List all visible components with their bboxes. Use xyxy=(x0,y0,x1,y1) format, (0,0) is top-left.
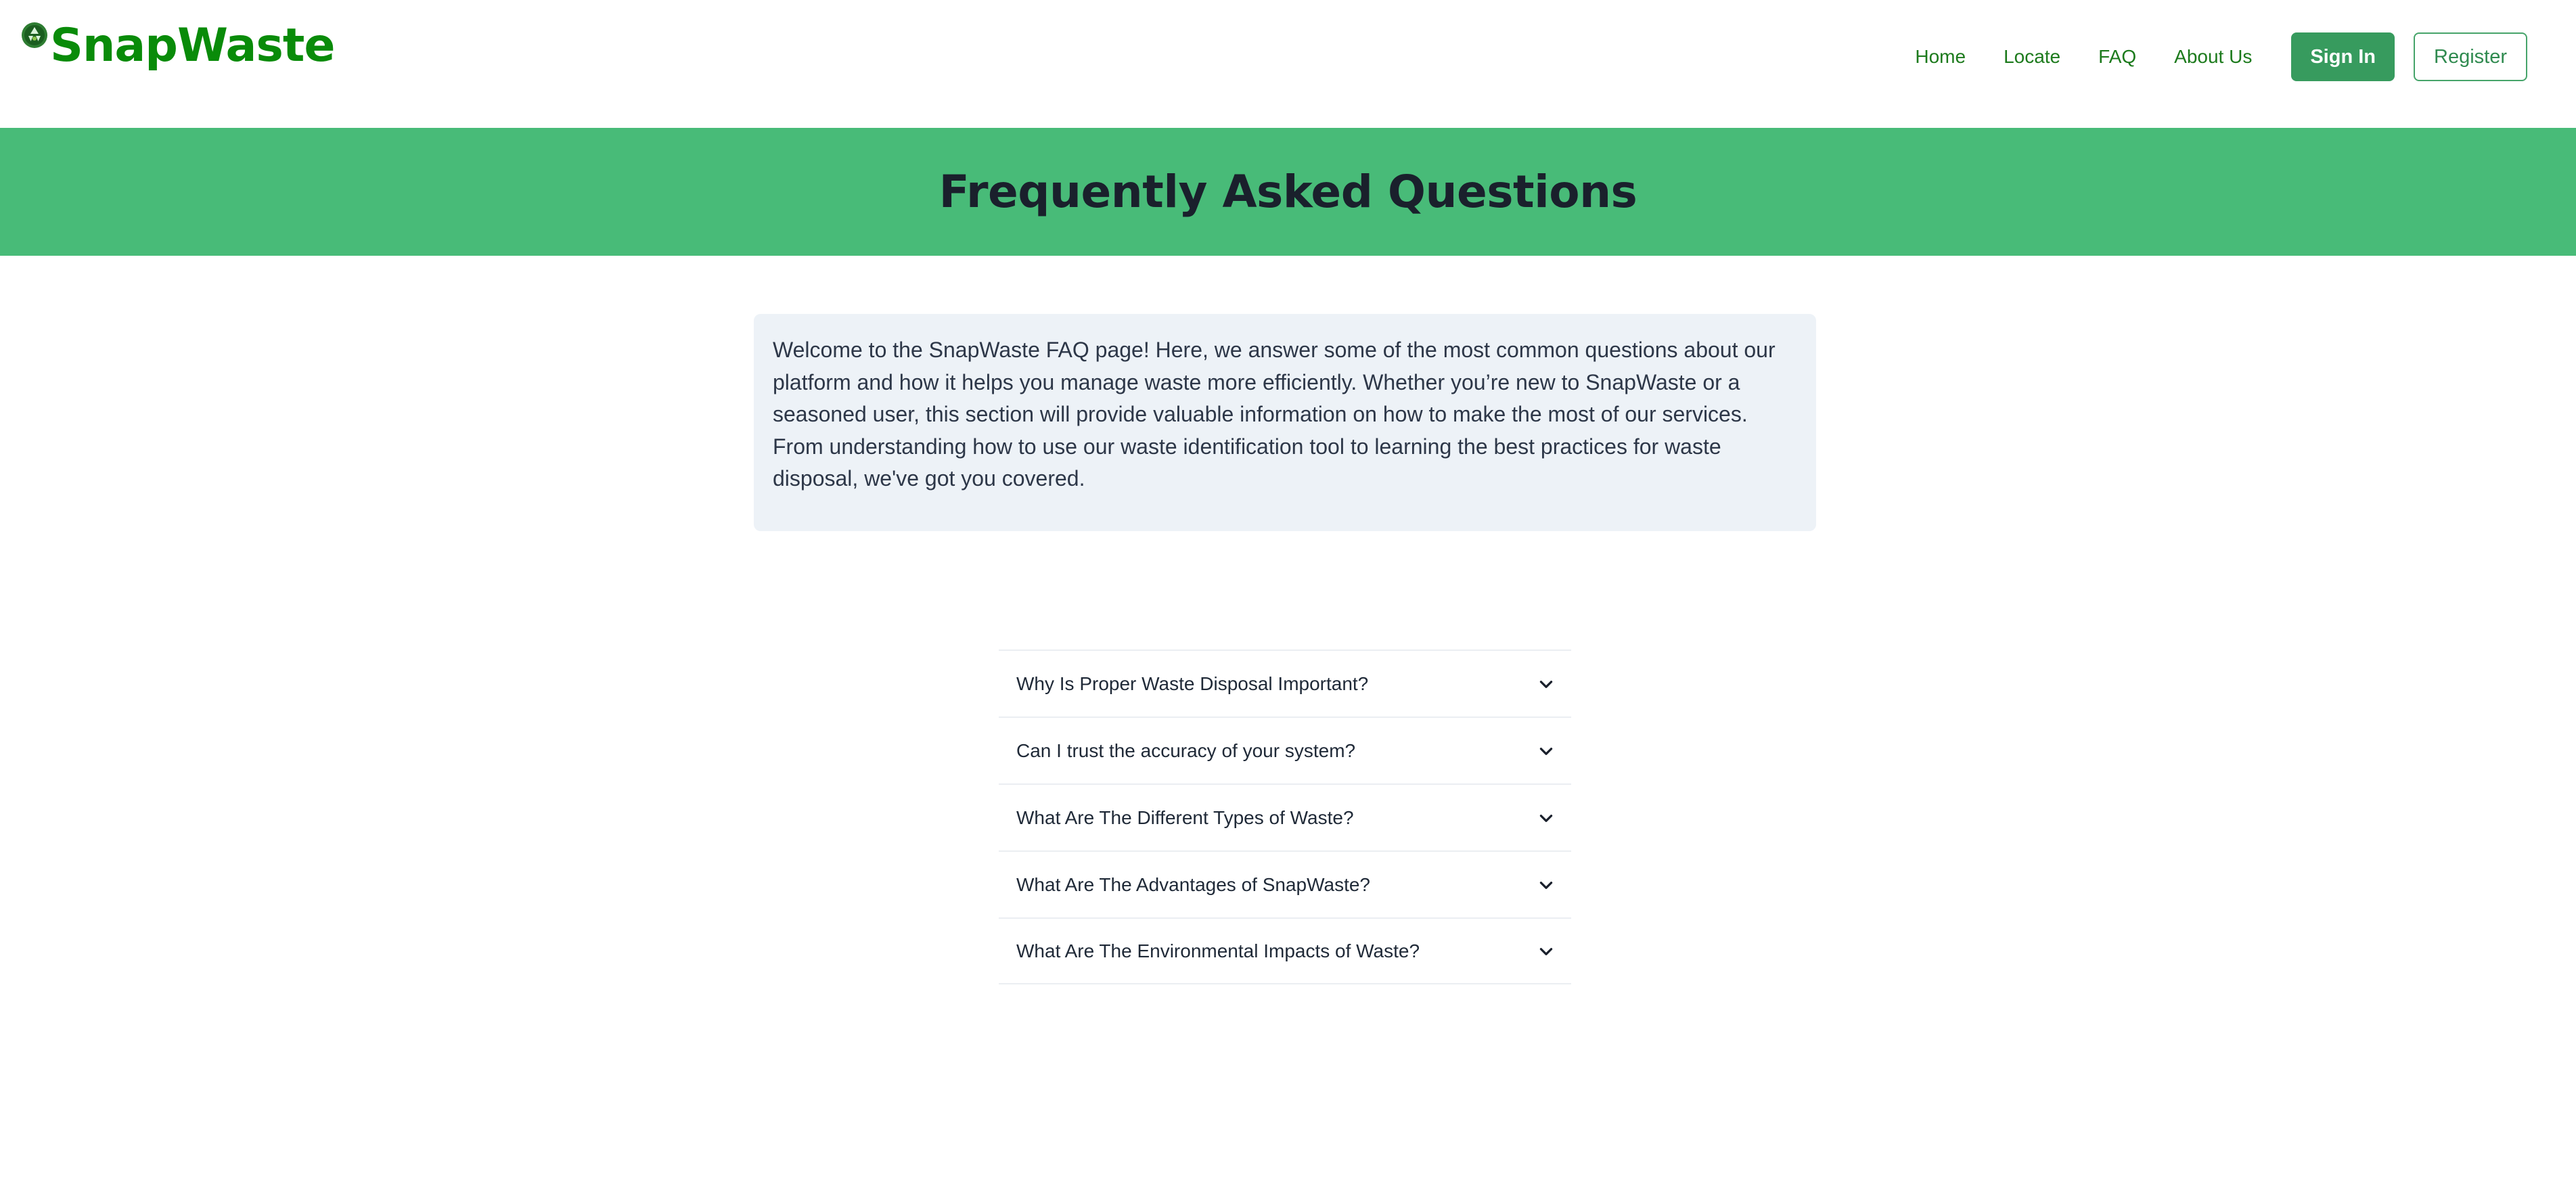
faq-item-waste-disposal-importance[interactable] xyxy=(999,650,1571,716)
nav-link-faq[interactable]: FAQ xyxy=(2098,46,2137,67)
faq-item-snapwaste-advantages[interactable] xyxy=(999,850,1571,917)
chevron-down-icon xyxy=(1537,742,1555,760)
faq-question: What Are The Environmental Impacts of Waste? xyxy=(1016,940,1420,961)
chevron-down-icon xyxy=(1537,876,1555,894)
nav-link-locate[interactable]: Locate xyxy=(2004,46,2061,67)
page-title: Frequently Asked Questions xyxy=(939,166,1637,218)
faq-question: What Are The Different Types of Waste? xyxy=(1016,806,1354,828)
chevron-down-icon xyxy=(1537,942,1555,960)
nav-link-home[interactable]: Home xyxy=(1915,46,1966,67)
faq-question: What Are The Advantages of SnapWaste? xyxy=(1016,873,1370,895)
faq-intro-text: Welcome to the SnapWaste FAQ page! Here, we answer some of the most common questions about our platform and how it helps you manage waste more efficiently. Whether you’re new to SnapWaste or a seasoned user, this section will provide valuable information on how to make the most of our services. From understanding how to use our waste identification tool to learning the best practices for waste disposal, we've got you covered. xyxy=(773,338,1776,491)
faq-item-waste-types[interactable] xyxy=(999,783,1571,850)
faq-question: Can I trust the accuracy of your system? xyxy=(1016,739,1356,761)
faq-accordion xyxy=(999,650,1571,984)
register-button[interactable]: Register xyxy=(2414,32,2527,81)
faq-intro-box xyxy=(754,314,1816,531)
brand-logo[interactable] xyxy=(20,19,335,73)
chevron-down-icon xyxy=(1537,809,1555,827)
chevron-down-icon xyxy=(1537,675,1555,693)
sign-in-button[interactable]: Sign In xyxy=(2291,32,2395,81)
page-banner xyxy=(0,128,2576,256)
navbar xyxy=(0,0,2576,128)
recycle-leaf-icon xyxy=(20,21,49,49)
nav-links xyxy=(1915,32,2527,81)
brand-name: SnapWaste xyxy=(50,19,335,72)
faq-item-environmental-impacts[interactable] xyxy=(999,917,1571,984)
faq-question: Why Is Proper Waste Disposal Important? xyxy=(1016,673,1369,694)
nav-link-about-us[interactable]: About Us xyxy=(2174,46,2253,67)
faq-item-system-accuracy[interactable] xyxy=(999,716,1571,783)
